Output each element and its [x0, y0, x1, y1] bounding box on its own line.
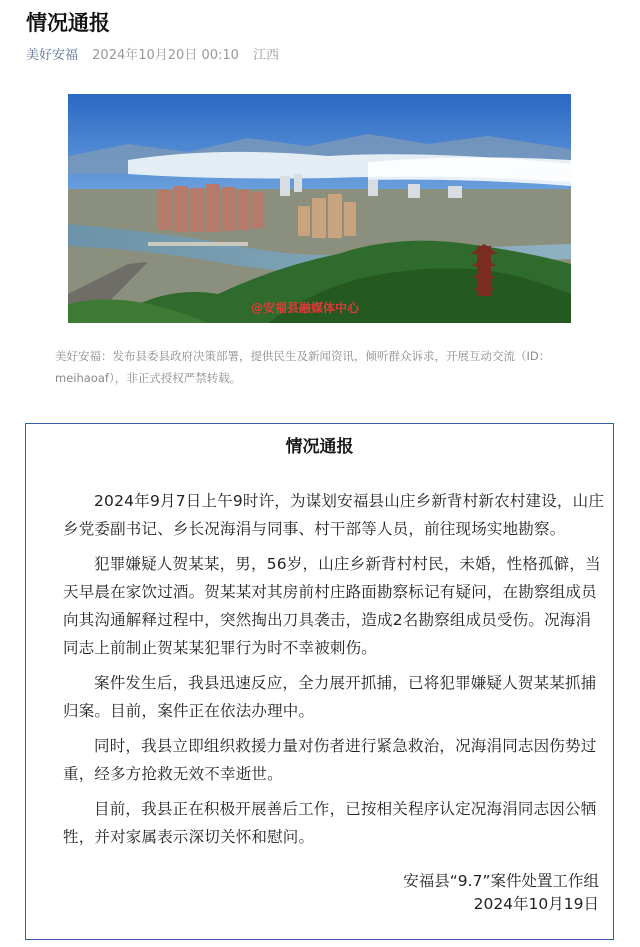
- hero-image: [68, 94, 571, 323]
- notice-paragraph: 案件发生后，我县迅速反应，全力展开抓捕，已将犯罪嫌疑人贺某某抓捕归案。目前，案件正在依法办理中。: [63, 674, 597, 720]
- notice-body: [63, 487, 605, 858]
- account-name-link[interactable]: 美好安福: [26, 48, 79, 63]
- city-landscape-illustration: [68, 94, 571, 323]
- publish-location: 江西: [253, 48, 280, 63]
- account-description: 美好安福：发布县委县政府决策部署，提供民生及新闻资讯，倾听群众诉求，开展互动交流（ID：meihaoaf），非正式授权严禁转载。: [55, 349, 551, 385]
- notice-box: [25, 423, 614, 940]
- signature-organization: 安福县“9.7”案件处置工作组: [403, 872, 599, 890]
- article-title: 情况通报: [26, 11, 110, 35]
- publish-date: 2024年10月20日 00:10: [92, 48, 239, 63]
- notice-paragraph: 2024年9月7日上午9时许，为谋划安福县山庄乡新背村新农村建设，山庄乡党委副书记、乡长况海涓与同事、村干部等人员，前往现场实地勘察。: [63, 492, 605, 538]
- notice-title: 情况通报: [285, 437, 354, 457]
- notice-signature: [403, 870, 599, 916]
- notice-paragraph: 目前，我县正在积极开展善后工作，已按相关程序认定况海涓同志因公牺牲，并对家属表示深切关怀和慰问。: [63, 800, 597, 846]
- image-watermark: @安福县融媒体中心: [251, 301, 360, 315]
- notice-paragraph: 犯罪嫌疑人贺某某，男，56岁，山庄乡新背村村民，未婚，性格孤僻，当天早晨在家饮过酒。贺某某对其房前村庄路面勘察标记有疑问，在勘察组成员向其沟通解释过程中，突然掏出刀具袭击，造成2名勘察组成员受伤。况海涓同志上前制止贺某某犯罪行为时不幸被刺伤。: [63, 555, 601, 657]
- notice-paragraph: 同时，我县立即组织救援力量对伤者进行紧急救治，况海涓同志因伤势过重，经多方抢救无效不幸逝世。: [63, 737, 597, 783]
- signature-date: 2024年10月19日: [473, 895, 599, 913]
- article-meta: [26, 46, 279, 66]
